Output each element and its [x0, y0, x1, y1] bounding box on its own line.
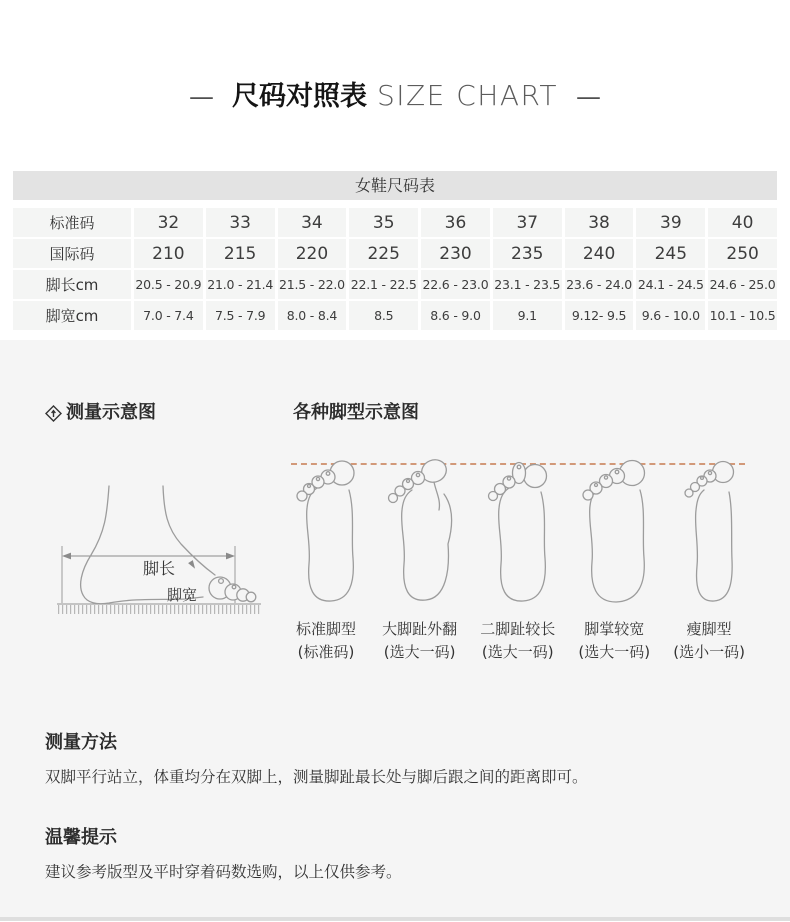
title-right-dash: — [576, 82, 602, 111]
size-cell: 21.5 - 22.0 [278, 270, 347, 299]
foot-type-bunion [382, 450, 457, 664]
size-cell: 23.1 - 23.5 [493, 270, 562, 299]
size-cell: 22.6 - 23.0 [421, 270, 490, 299]
foot-length-label: 脚长 [142, 559, 176, 578]
bunion-foot-icon [384, 450, 456, 608]
size-cell: 37 [493, 208, 562, 237]
foot-type-caption [382, 618, 457, 664]
foot-type-name: 标准脚型 [295, 620, 356, 638]
size-cell: 7.0 - 7.4 [134, 301, 203, 330]
tips-heading: 温馨提示 [45, 827, 117, 848]
foot-type-standard [293, 450, 359, 664]
size-cell: 235 [493, 239, 562, 268]
foot-type-caption [296, 618, 356, 664]
foot-type-advice: (选小一码) [673, 643, 745, 661]
foot-type-advice: (选大一码) [578, 643, 651, 661]
foot-types-row [293, 450, 745, 664]
size-cell: 8.0 - 8.4 [278, 301, 347, 330]
size-table-row [13, 239, 777, 268]
size-cell: 38 [565, 208, 634, 237]
size-table-row [13, 270, 777, 299]
size-cell: 210 [134, 239, 203, 268]
foot-types-heading: 各种脚型示意图 [293, 402, 419, 423]
foot-type-name: 脚掌较宽 [584, 620, 645, 638]
size-cell: 220 [278, 239, 347, 268]
foot-width-label: 脚宽 [166, 586, 198, 604]
standard-foot-icon [293, 450, 359, 608]
size-cell: 240 [565, 239, 634, 268]
size-table-row [13, 301, 777, 330]
foot-type-wide [578, 450, 650, 664]
guide-section [0, 340, 790, 921]
thin-foot-icon [681, 450, 737, 608]
method-heading: 测量方法 [45, 732, 117, 753]
size-cell: 39 [636, 208, 705, 237]
size-cell: 10.1 - 10.5 [708, 301, 777, 330]
size-cell: 230 [421, 239, 490, 268]
title-cn: 尺码对照表 [231, 81, 367, 112]
foot-type-advice: (选大一码) [481, 643, 554, 661]
foot-type-thin [673, 450, 745, 664]
size-cell: 40 [708, 208, 777, 237]
foot-type-caption [480, 618, 555, 664]
tips-text: 建议参考版型及平时穿着码数选购，以上仅供参考。 [45, 863, 402, 881]
size-cell: 225 [349, 239, 418, 268]
size-table-row [13, 208, 777, 237]
size-cell: 24.6 - 25.0 [708, 270, 777, 299]
foot-type-name: 大脚趾外翻 [382, 620, 458, 638]
size-cell: 9.6 - 10.0 [636, 301, 705, 330]
foot-type-advice: (选大一码) [383, 643, 456, 661]
foot-type-advice: (标准码) [297, 643, 355, 661]
size-cell: 22.1 - 22.5 [349, 270, 418, 299]
bottom-divider [0, 917, 790, 921]
foot-types-column [293, 402, 745, 664]
size-cell: 8.6 - 9.0 [421, 301, 490, 330]
method-text: 双脚平行站立，体重均分在双脚上，测量脚趾最长处与脚后跟之间的距离即可。 [45, 768, 588, 786]
foot-type-caption [673, 618, 745, 664]
size-cell: 36 [421, 208, 490, 237]
size-row-label: 脚宽cm [13, 301, 131, 330]
foot-type-name: 二脚趾较长 [480, 620, 556, 638]
size-cell: 34 [278, 208, 347, 237]
size-table-body [13, 208, 777, 330]
wide-foot-icon [580, 450, 648, 608]
foot-type-name: 瘦脚型 [686, 620, 732, 638]
long-second-toe-foot-icon [485, 450, 551, 608]
size-row-label: 脚长cm [13, 270, 131, 299]
foot-type-long-second-toe [480, 450, 555, 664]
page-title [0, 0, 790, 115]
size-cell: 24.1 - 24.5 [636, 270, 705, 299]
size-cell: 9.12- 9.5 [565, 301, 634, 330]
foot-measure-diagram [45, 440, 273, 618]
diamond-arrow-icon [45, 405, 62, 422]
size-cell: 250 [708, 239, 777, 268]
size-row-label: 标准码 [13, 208, 131, 237]
size-table [13, 171, 777, 330]
title-left-dash: — [188, 82, 214, 111]
measure-heading [45, 402, 293, 424]
size-cell: 7.5 - 7.9 [206, 301, 275, 330]
title-en: SIZE CHART [376, 79, 559, 112]
size-cell: 35 [349, 208, 418, 237]
size-cell: 9.1 [493, 301, 562, 330]
measure-column [45, 402, 293, 664]
size-cell: 215 [206, 239, 275, 268]
foot-type-caption [578, 618, 650, 664]
size-cell: 21.0 - 21.4 [206, 270, 275, 299]
title-text [232, 78, 558, 115]
diagram-columns [45, 402, 745, 664]
size-cell: 8.5 [349, 301, 418, 330]
size-cell: 23.6 - 24.0 [565, 270, 634, 299]
size-cell: 33 [206, 208, 275, 237]
measure-heading-label: 测量示意图 [66, 402, 156, 423]
size-cell: 20.5 - 20.9 [134, 270, 203, 299]
size-row-label: 国际码 [13, 239, 131, 268]
size-table-caption: 女鞋尺码表 [13, 171, 777, 200]
size-cell: 32 [134, 208, 203, 237]
size-cell: 245 [636, 239, 705, 268]
